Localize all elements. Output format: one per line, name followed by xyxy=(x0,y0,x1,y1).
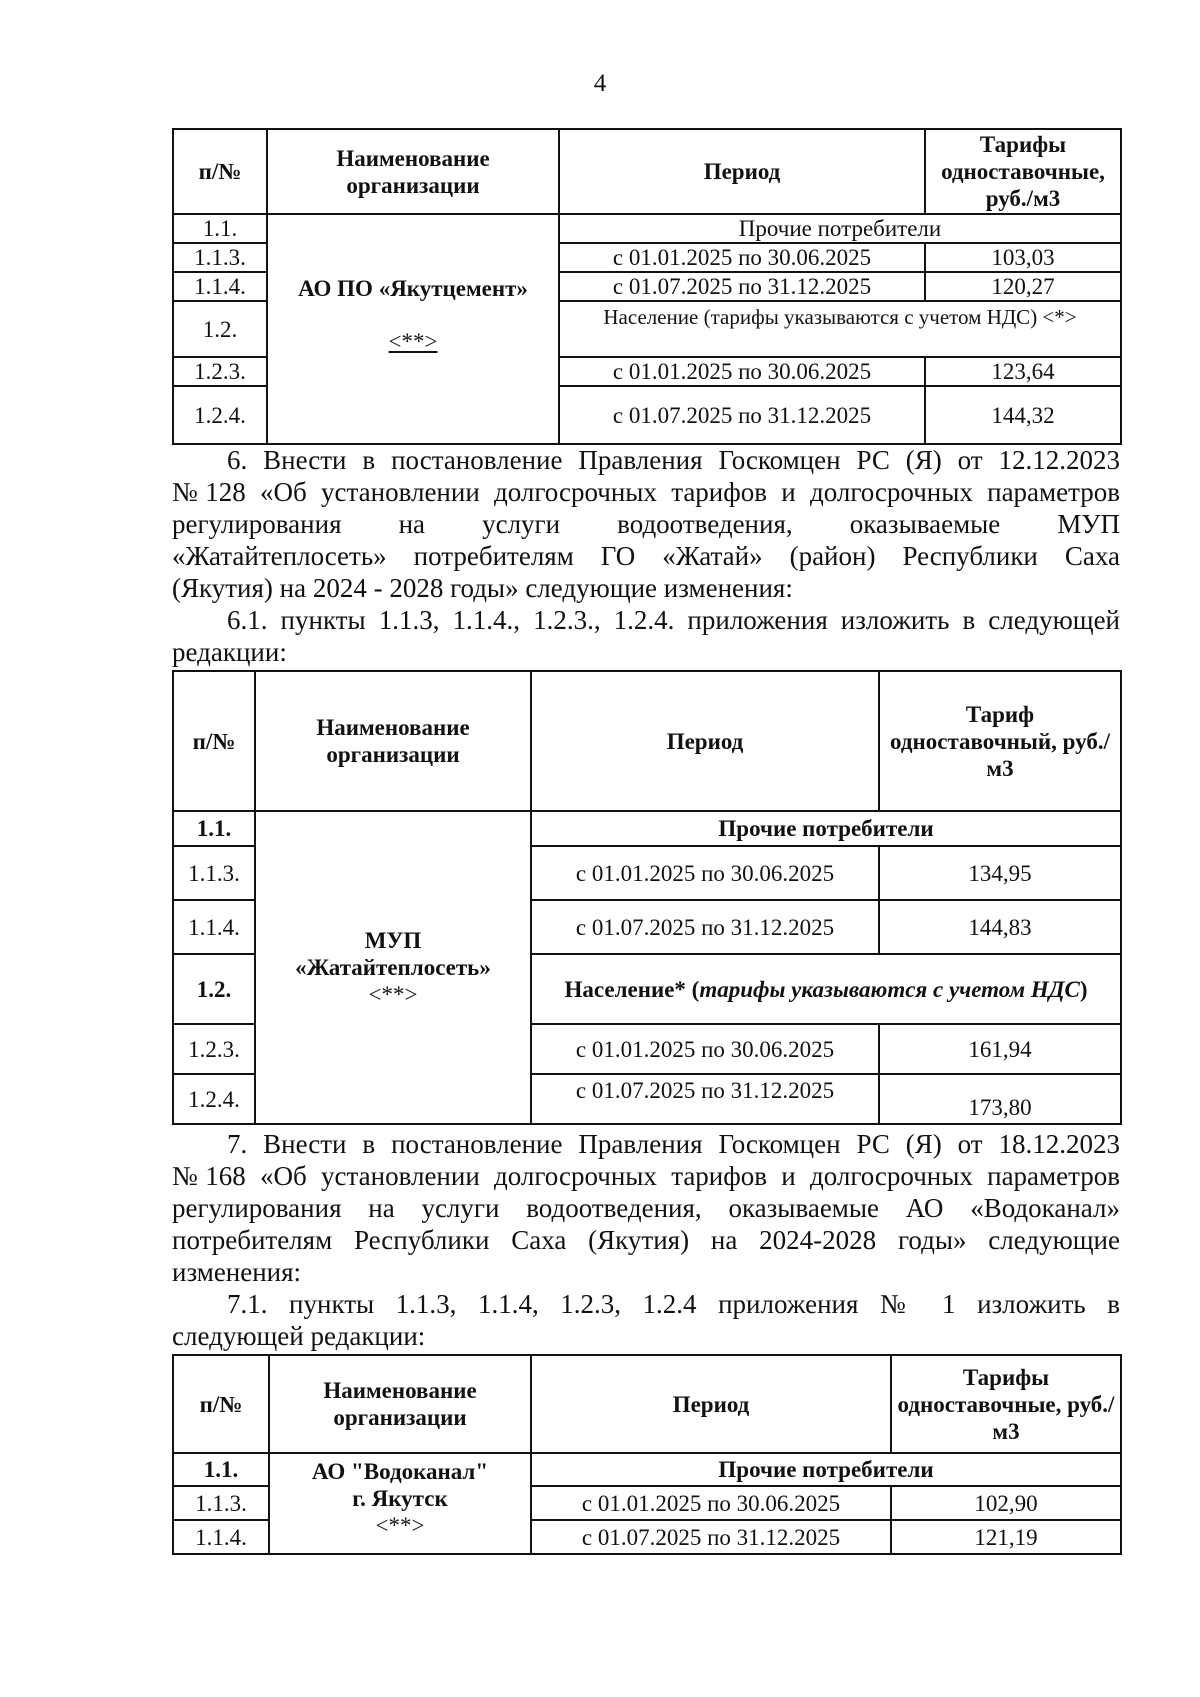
category-label xyxy=(531,954,1121,1024)
organization-cell xyxy=(255,811,531,1124)
organization-name: г. Якутск xyxy=(352,1486,448,1511)
tariff-value: 134,95 xyxy=(879,846,1121,900)
row-num: 1.1. xyxy=(173,811,255,846)
organization-note: <**> xyxy=(388,329,438,354)
organization-name: МУП xyxy=(364,928,422,953)
text-line: №128 «Об установлении долгосрочных тарифов и долгосрочных параметров xyxy=(172,477,1120,507)
category-label: Прочие потребители xyxy=(531,811,1121,846)
paragraph-6-1 xyxy=(172,604,1120,668)
organization-name: АО "Водоканал" xyxy=(311,1459,489,1484)
page-number: 4 xyxy=(593,70,607,97)
tariff-table-yakutcement xyxy=(172,128,1122,445)
row-num: 1.2.3. xyxy=(173,357,267,386)
row-num: 1.1.3. xyxy=(173,1486,269,1520)
period-cell: с 01.01.2025 по 30.06.2025 xyxy=(531,1024,879,1074)
organization-name: «Жатайтеплосеть» xyxy=(295,955,491,980)
text-line: 7. Внести в постановление Правления Госкомцен РС (Я) от 18.12.2023 xyxy=(227,1129,1120,1159)
organization-cell xyxy=(269,1453,531,1554)
organization-cell xyxy=(267,214,559,444)
tariff-value: 161,94 xyxy=(879,1024,1121,1074)
header-tariff: Тарифы одноставочные, руб./м3 xyxy=(891,1355,1121,1453)
period-cell: с 01.01.2025 по 30.06.2025 xyxy=(559,357,925,386)
period-cell: с 01.07.2025 по 31.12.2025 xyxy=(531,1074,879,1124)
category-label: Население (тарифы указываются с учетом НДС) <*> xyxy=(559,301,1121,357)
row-num: 1.1.3. xyxy=(173,846,255,900)
text-line: следующей редакции: xyxy=(172,1321,426,1351)
header-period: Период xyxy=(531,671,879,811)
header-organization: Наименование организации xyxy=(269,1355,531,1453)
row-num: 1.2. xyxy=(173,954,255,1024)
period-cell: с 01.07.2025 по 31.12.2025 xyxy=(559,386,925,444)
paragraph-6 xyxy=(172,444,1120,604)
period-cell: с 01.01.2025 по 30.06.2025 xyxy=(531,846,879,900)
tariff-value: 123,64 xyxy=(925,357,1121,386)
category-label-italic: тарифы указываются с учетом НДС xyxy=(699,976,1080,1002)
header-tariff: Тариф одноставочный, руб./м3 xyxy=(879,671,1121,811)
period-cell: с 01.07.2025 по 31.12.2025 xyxy=(531,900,879,954)
row-num: 1.1.4. xyxy=(173,272,267,301)
category-label-prefix: Население* ( xyxy=(564,976,700,1002)
paragraph-7-1 xyxy=(172,1288,1120,1352)
header-num: п/№ xyxy=(173,671,255,811)
row-num: 1.2.4. xyxy=(173,1074,255,1124)
period-cell: с 01.01.2025 по 30.06.2025 xyxy=(559,243,925,272)
header-organization: Наименование организации xyxy=(267,129,559,214)
text-line: №168 «Об установлении долгосрочных тарифов и долгосрочных параметров xyxy=(172,1161,1120,1191)
organization-note: <**> xyxy=(368,982,418,1007)
header-num: п/№ xyxy=(173,129,267,214)
text-line: регулирования на услуги водоотведения, оказываемые МУП xyxy=(172,509,1120,539)
tariff-value: 102,90 xyxy=(891,1486,1121,1520)
text-line: регулирования на услуги водоотведения, оказываемые АО «Водоканал» xyxy=(172,1193,1120,1223)
row-num: 1.2. xyxy=(173,301,267,357)
row-num: 1.1.4. xyxy=(173,900,255,954)
tariff-value: 103,03 xyxy=(925,243,1121,272)
category-label: Прочие потребители xyxy=(531,1453,1121,1486)
row-num: 1.1. xyxy=(173,1453,269,1486)
text-line: потребителям Республики Саха (Якутия) на 2024-2028 годы» следующие xyxy=(172,1225,1120,1255)
tariff-value: 144,83 xyxy=(879,900,1121,954)
period-cell: с 01.07.2025 по 31.12.2025 xyxy=(531,1520,891,1554)
tariff-value: 173,80 xyxy=(879,1074,1121,1124)
tariff-value: 120,27 xyxy=(925,272,1121,301)
period-cell: с 01.01.2025 по 30.06.2025 xyxy=(531,1486,891,1520)
header-organization: Наименование организации xyxy=(255,671,531,811)
text-line: «Жатайтеплосеть» потребителям ГО «Жатай» (район) Республики Саха xyxy=(172,541,1120,571)
organization-name: АО ПО «Якутцемент» xyxy=(298,276,528,301)
tariff-value: 121,19 xyxy=(891,1520,1121,1554)
period-cell: с 01.07.2025 по 31.12.2025 xyxy=(559,272,925,301)
tariff-table-vodokanal xyxy=(172,1354,1122,1555)
header-num: п/№ xyxy=(173,1355,269,1453)
text-line: 7.1. пункты 1.1.3, 1.1.4, 1.2.3, 1.2.4 приложения № 1 изложить в xyxy=(227,1289,1120,1319)
row-num: 1.1.4. xyxy=(173,1520,269,1554)
text-line: изменения: xyxy=(172,1257,302,1287)
organization-note: <**> xyxy=(375,1513,425,1538)
text-line: редакции: xyxy=(172,637,287,667)
row-num: 1.1. xyxy=(173,214,267,243)
tariff-value: 144,32 xyxy=(925,386,1121,444)
category-label-suffix: ) xyxy=(1079,976,1088,1002)
tariff-table-zhataiteploset xyxy=(172,670,1122,1125)
paragraph-7 xyxy=(172,1128,1120,1288)
row-num: 1.2.4. xyxy=(173,386,267,444)
row-num: 1.2.3. xyxy=(173,1024,255,1074)
category-label: Прочие потребители xyxy=(559,214,1121,243)
text-line: (Якутия) на 2024 - 2028 годы» следующие изменения: xyxy=(172,573,793,603)
header-period: Период xyxy=(531,1355,891,1453)
text-line: 6. Внести в постановление Правления Госкомцен РС (Я) от 12.12.2023 xyxy=(227,445,1120,475)
row-num: 1.1.3. xyxy=(173,243,267,272)
text-line: 6.1. пункты 1.1.3, 1.1.4., 1.2.3., 1.2.4. приложения изложить в следующей xyxy=(227,605,1120,635)
header-tariff: Тарифы одноставочные, руб./м3 xyxy=(925,129,1121,214)
header-period: Период xyxy=(559,129,925,214)
